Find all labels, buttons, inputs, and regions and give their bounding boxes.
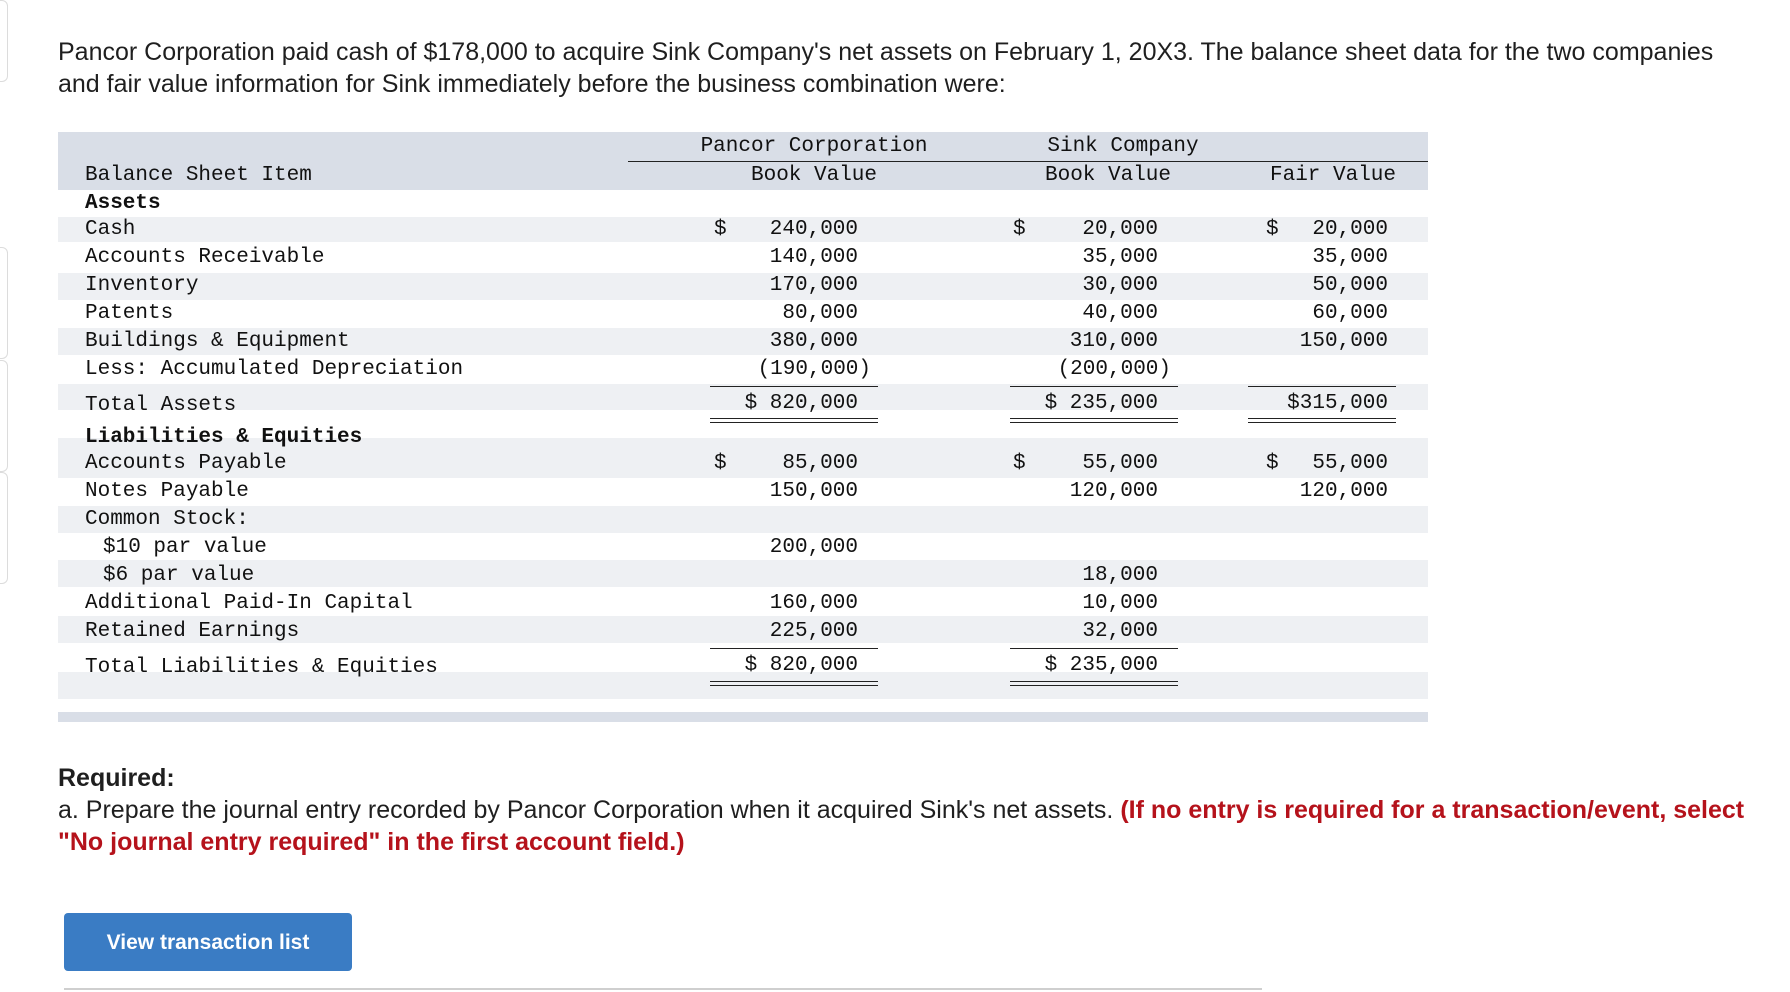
sink-fair-value: 50,000: [1312, 274, 1388, 297]
sink-fair-value: 35,000: [1312, 246, 1388, 269]
edge-tab-marker: [0, 360, 8, 472]
dollar-sign: $: [1013, 218, 1026, 241]
sink-book-value: 310,000: [1069, 330, 1158, 353]
sink-book-value: 18,000: [1082, 564, 1158, 587]
total-assets-pancor: $ 820,000: [744, 392, 858, 415]
pancor-value: 380,000: [769, 330, 858, 353]
sink-book-value: 20,000: [1082, 218, 1158, 241]
col-header-pancor-book: Book Value: [750, 164, 878, 187]
pancor-value: 160,000: [769, 592, 858, 615]
edge-tab-marker: [0, 472, 8, 584]
pancor-value: 80,000: [782, 302, 858, 325]
edge-tab-marker: [0, 0, 8, 82]
liabilities-heading: Liabilities & Equities: [85, 426, 363, 449]
sink-book-value: 10,000: [1082, 592, 1158, 615]
sink-book-value: (200,000): [1057, 358, 1171, 381]
dollar-sign: $: [714, 452, 727, 475]
pancor-value: 225,000: [769, 620, 858, 643]
dollar-sign: $: [1266, 218, 1279, 241]
pancor-value: 85,000: [782, 452, 858, 475]
pancor-value: 170,000: [769, 274, 858, 297]
required-title: Required:: [58, 764, 175, 792]
pancor-value: 150,000: [769, 480, 858, 503]
row-label: Common Stock:: [85, 508, 249, 531]
sink-fair-value: 20,000: [1312, 218, 1388, 241]
row-label: Additional Paid-In Capital: [85, 592, 413, 615]
dollar-sign: $: [714, 218, 727, 241]
sink-book-value: 55,000: [1082, 452, 1158, 475]
dollar-sign: $: [1013, 452, 1026, 475]
row-label: Inventory: [85, 274, 199, 297]
col-header-item: Balance Sheet Item: [85, 164, 312, 187]
dollar-sign: $: [1266, 452, 1279, 475]
pancor-value: 200,000: [769, 536, 858, 559]
row-label: Buildings & Equipment: [85, 330, 350, 353]
total-liabilities-sink-book: $ 235,000: [1044, 654, 1158, 677]
col-header-sink-fair: Fair Value: [1269, 164, 1397, 187]
pancor-value: 240,000: [769, 218, 858, 241]
row-label: Less: Accumulated Depreciation: [85, 358, 464, 381]
bottom-divider: [64, 988, 1262, 990]
sink-fair-value: 120,000: [1299, 480, 1388, 503]
row-label: Retained Earnings: [85, 620, 300, 643]
sink-group-header: Sink Company: [1047, 135, 1199, 158]
sink-fair-value: 150,000: [1299, 330, 1388, 353]
pancor-value: 140,000: [769, 246, 858, 269]
sink-book-value: 120,000: [1069, 480, 1158, 503]
edge-tab-marker: [0, 247, 8, 359]
footer-band: [58, 712, 1428, 722]
total-liabilities-pancor: $ 820,000: [744, 654, 858, 677]
sink-book-value: 35,000: [1082, 246, 1158, 269]
total-liabilities-label: Total Liabilities & Equities: [85, 656, 438, 679]
row-label: Accounts Receivable: [85, 246, 325, 269]
pancor-value: (190,000): [757, 358, 871, 381]
row-label: Accounts Payable: [85, 452, 287, 475]
required-instruction: [58, 794, 1758, 858]
total-assets-sink-fair: $315,000: [1287, 392, 1388, 415]
sink-book-value: 30,000: [1082, 274, 1158, 297]
row-label: Patents: [85, 302, 174, 325]
required-note: (If no entry is required for a transaction/event, select "No journal entry required" in the first account field.): [58, 796, 1745, 856]
sink-fair-value: 55,000: [1312, 452, 1388, 475]
sink-fair-value: 60,000: [1312, 302, 1388, 325]
assets-heading: Assets: [85, 192, 161, 215]
total-assets-sink-book: $ 235,000: [1044, 392, 1158, 415]
row-label: $10 par value: [103, 536, 267, 559]
required-text: a. Prepare the journal entry recorded by Pancor Corporation when it acquired Sink's net assets.: [58, 796, 1114, 824]
row-label: Cash: [85, 218, 136, 241]
required-section: [58, 762, 1758, 858]
col-header-sink-book: Book Value: [1044, 164, 1172, 187]
total-assets-label: Total Assets: [85, 394, 237, 417]
row-label: $6 par value: [103, 564, 255, 587]
intro-text: Pancor Corporation paid cash of $178,000 to acquire Sink Company's net assets on February 1, 20X3. The balance sheet data for the two companies and fair value information for Sink immediately before the business combination were:: [58, 38, 1714, 98]
sink-book-value: 32,000: [1082, 620, 1158, 643]
view-transaction-list-button[interactable]: View transaction list: [64, 913, 352, 971]
pancor-group-header: Pancor Corporation: [700, 135, 928, 158]
row-label: Notes Payable: [85, 480, 249, 503]
balance-sheet-table: [58, 132, 1428, 722]
sink-book-value: 40,000: [1082, 302, 1158, 325]
